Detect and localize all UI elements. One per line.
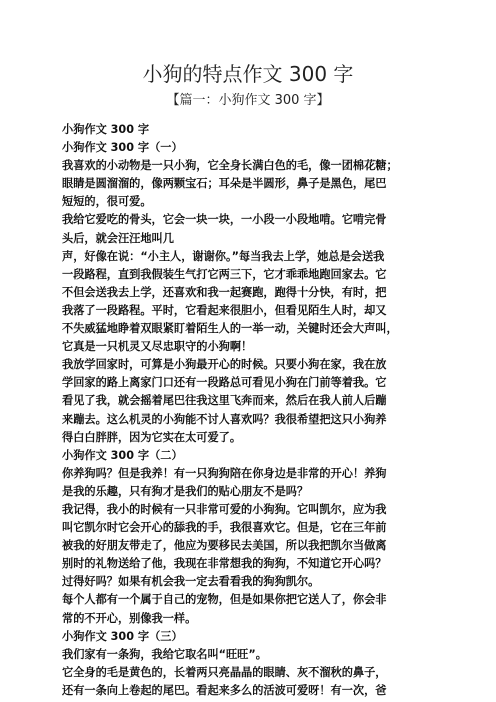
- body-line: 是我的乐趣，只有狗才是我们的贴心朋友不是吗？: [62, 484, 309, 498]
- body-line: 短短的，很可爱。: [62, 195, 152, 209]
- body-line: 叫它凯尔时它会开心的舔我的手，我很喜欢它。但是，它在三年前: [62, 521, 387, 535]
- body-line: 小狗作文 300 字: [62, 123, 150, 136]
- body-line: 来蹦去。这么机灵的小狗能不讨人喜欢吗？我很希望把这只小狗养: [62, 412, 387, 426]
- body-line: 不失威猛地睁着双眼紧盯着陌生人的一举一动，关键时还会大声叫，: [62, 322, 398, 336]
- body-line: 别时的礼物送给了他，我现在非常想我的狗狗，不知道它开心吗？: [62, 557, 387, 571]
- body-line: 我给它爱吃的骨头，它会一块一块，一小段一小段地啃。它啃完骨: [62, 213, 387, 227]
- body-line: 我记得，我小的时候有一只非常可爱的小狗狗。它叫凯尔，应为我: [62, 502, 387, 516]
- body-line: 它真是一只机灵又尽忠职守的小狗啊！: [62, 340, 253, 354]
- body-line: 被我的好朋友带走了，他应为要移民去美国，所以我把凯尔当做离: [62, 539, 387, 553]
- body-line: 小狗作文 300 字（三）: [62, 629, 183, 643]
- document-body: [62, 121, 442, 700]
- body-line: 小狗作文 300 字（一）: [62, 141, 183, 155]
- body-line: 我落了一段路程。平时，它看起来很胆小，但看见陌生人时，却又: [62, 303, 387, 317]
- body-line: 看见了我，就会摇着尾巴往我这里飞奔而来，然后在我人前人后蹦: [62, 394, 387, 408]
- body-line: 我们家有一条狗，我给它取名叫“旺旺”。: [62, 647, 267, 661]
- document-subtitle: 【篇一：小狗作文 300 字】: [166, 93, 330, 108]
- body-line: 头后，就会汪汪地叫几: [62, 231, 174, 245]
- body-line: 得白白胖胖，因为它实在太可爱了。: [62, 430, 242, 444]
- body-line: 学回家的路上离家门口还有一段路总可看见小狗在门前等着我。它: [62, 376, 387, 390]
- body-line: 我喜欢的小动物是一只小狗，它全身长满白色的毛，像一团棉花糖；: [62, 159, 398, 173]
- body-line: 你养狗吗？但是我养！有一只狗狗陪在你身边是非常的开心！养狗: [62, 466, 387, 480]
- body-line: 过得好吗？如果有机会我一定去看看我的狗狗凯尔。: [62, 575, 320, 589]
- body-line: 常的不开心，别像我一样。: [62, 611, 197, 625]
- body-line: 每个人都有一个属于自己的宠物，但是如果你把它送人了，你会非: [62, 593, 387, 607]
- body-line: 我放学回家时，可算是小狗最开心的时候。只要小狗在家，我在放: [62, 358, 387, 372]
- body-line: 小狗作文 300 字（二）: [62, 448, 183, 462]
- document-title: 小狗的特点作文 300 字: [142, 62, 354, 86]
- body-line: 还有一条向上卷起的尾巴。看起来多么的活波可爱呀！有一次，爸: [62, 683, 387, 697]
- body-line: 声，好像在说：“小主人，谢谢你。”每当我去上学，她总是会送我: [62, 249, 385, 263]
- body-line: 不但会送我去上学，还喜欢和我一起赛跑，跑得十分快，有时，把: [62, 285, 387, 299]
- body-line: 它全身的毛是黄色的，长着两只亮晶晶的眼睛、灰不溜秋的鼻子，: [62, 665, 387, 679]
- body-line: 眼睛是圆溜溜的，像两颗宝石；耳朵是半圆形，鼻子是黑色，尾巴: [62, 177, 387, 191]
- body-line: 一段路程，直到我假装生气打它两三下，它才乖乖地跑回家去。它: [62, 267, 387, 281]
